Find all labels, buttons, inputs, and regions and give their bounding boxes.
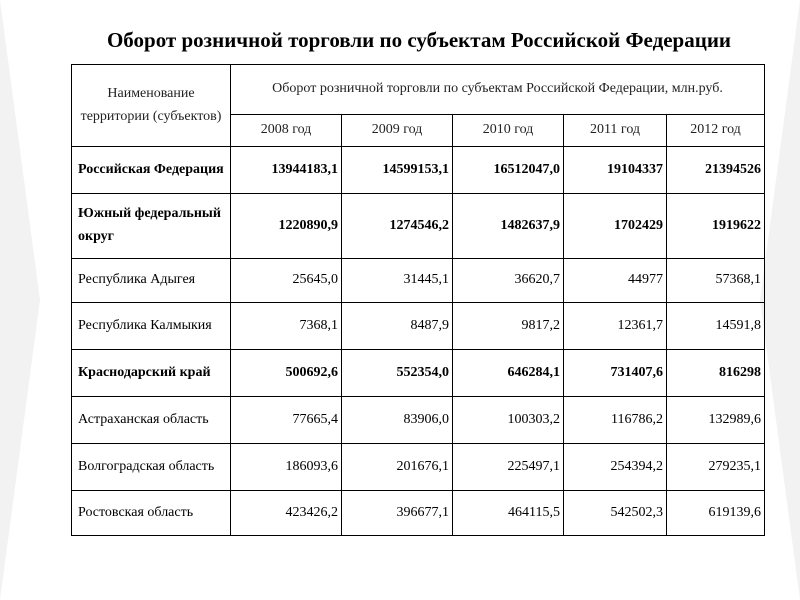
page-title: Оборот розничной торговли по субъектам Российской Федерации [106,28,732,52]
turnover-value: 731407,6 [564,350,667,397]
turnover-value: 83906,0 [342,397,453,444]
turnover-value: 100303,2 [453,397,564,444]
turnover-value: 36620,7 [453,259,564,303]
turnover-value: 21394526 [667,147,765,194]
territory-name: Ростовская область [72,491,231,536]
turnover-value: 57368,1 [667,259,765,303]
turnover-value: 646284,1 [453,350,564,397]
table-row [72,491,765,536]
territory-name: Республика Адыгея [72,259,231,303]
turnover-value: 25645,0 [231,259,342,303]
turnover-value: 500692,6 [231,350,342,397]
turnover-value: 225497,1 [453,444,564,491]
turnover-value: 7368,1 [231,303,342,350]
turnover-value: 116786,2 [564,397,667,444]
turnover-value: 542502,3 [564,491,667,536]
right-slide-decoration [760,0,800,600]
left-slide-decoration [0,0,40,600]
turnover-value: 31445,1 [342,259,453,303]
header-year: 2009 год [342,115,453,147]
turnover-value: 132989,6 [667,397,765,444]
turnover-value: 19104337 [564,147,667,194]
turnover-value: 396677,1 [342,491,453,536]
turnover-value: 44977 [564,259,667,303]
table-row [72,350,765,397]
turnover-value: 1220890,9 [231,194,342,259]
turnover-value: 619139,6 [667,491,765,536]
table-row [72,147,765,194]
turnover-value: 14599153,1 [342,147,453,194]
turnover-value: 16512047,0 [453,147,564,194]
turnover-value: 464115,5 [453,491,564,536]
turnover-value: 9817,2 [453,303,564,350]
turnover-value: 816298 [667,350,765,397]
turnover-value: 8487,9 [342,303,453,350]
table-row [72,194,765,259]
turnover-value: 201676,1 [342,444,453,491]
table-row [72,397,765,444]
territory-name: Краснодарский край [72,350,231,397]
territory-name: Астраханская область [72,397,231,444]
turnover-value: 254394,2 [564,444,667,491]
turnover-value: 1702429 [564,194,667,259]
header-year: 2012 год [667,115,765,147]
header-year: 2008 год [231,115,342,147]
turnover-value: 279235,1 [667,444,765,491]
territory-name: Волгоградская область [72,444,231,491]
retail-turnover-table [71,64,765,536]
table-row [72,259,765,303]
header-year: 2010 год [453,115,564,147]
turnover-value: 186093,6 [231,444,342,491]
turnover-value: 14591,8 [667,303,765,350]
turnover-value: 12361,7 [564,303,667,350]
turnover-value: 13944183,1 [231,147,342,194]
turnover-value: 423426,2 [231,491,342,536]
table-row [72,444,765,491]
table-row [72,303,765,350]
header-year: 2011 год [564,115,667,147]
turnover-value: 552354,0 [342,350,453,397]
territory-name: Южный федеральный округ [72,194,231,259]
turnover-value: 1919622 [667,194,765,259]
territory-name: Республика Калмыкия [72,303,231,350]
territory-name: Российская Федерация [72,147,231,194]
turnover-value: 77665,4 [231,397,342,444]
turnover-value: 1274546,2 [342,194,453,259]
turnover-value: 1482637,9 [453,194,564,259]
header-turnover: Оборот розничной торговли по субъектам Российской Федерации, млн.руб. [231,65,765,115]
header-territory: Наименование территории (субъектов) [72,65,231,147]
